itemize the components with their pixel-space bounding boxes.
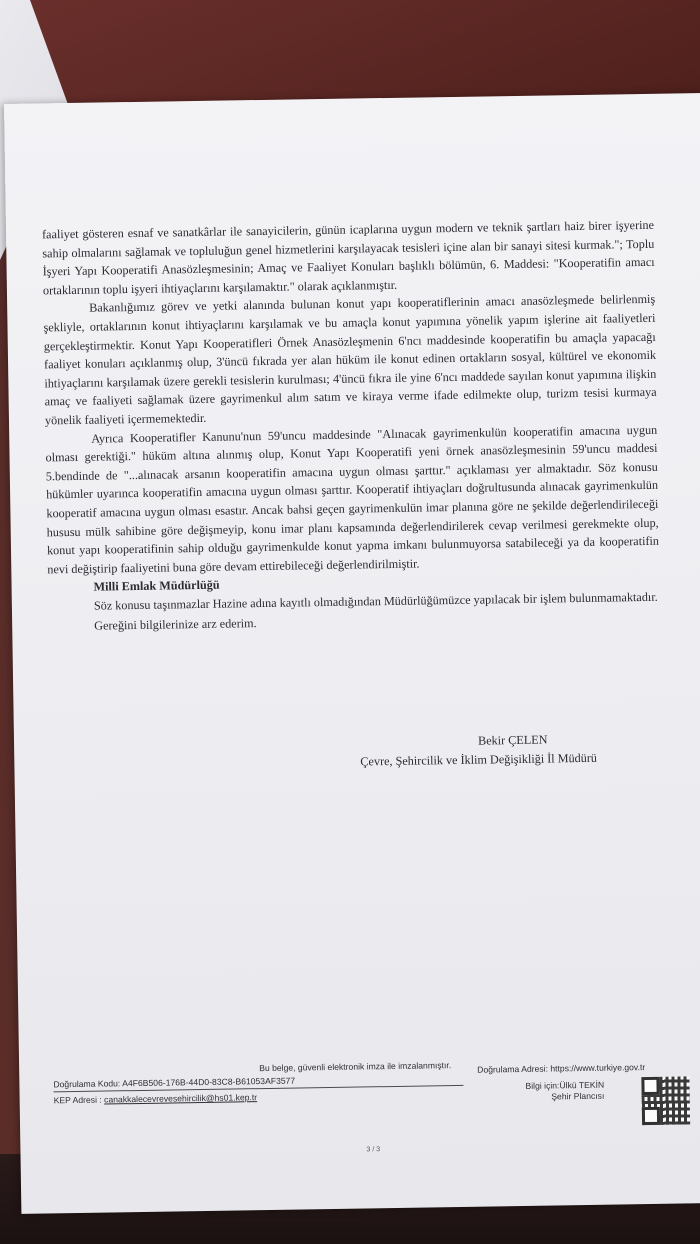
- document-page: [4, 93, 700, 1214]
- verification-address-link[interactable]: https://www.turkiye.gov.tr: [550, 1062, 646, 1074]
- info-label: Bilgi için:: [525, 1080, 560, 1091]
- verification-code-value: A4F6B506-176B-44D0-83C8-B61053AF3577: [122, 1075, 296, 1089]
- e-signature-note: Bu belge, güvenli elektronik imza ile imzalanmıştır.: [259, 1060, 452, 1074]
- signer-name: Bekir ÇELEN: [477, 732, 548, 748]
- verification-code-label: Doğrulama Kodu:: [53, 1078, 121, 1090]
- paragraph-2: Bakanlığımız görev ve yetki alanında bulunan konut yapı kooperatiflerinin amacı anasözleşmede belirlenmiş şekliyle, ortaklarının konut ihtiyaçlarını karşılamak ve bu amaçla konut yapımına yönelik yapım işlerine ait faaliyetleri gerçekleştirmektir. Konut Yapı Kooperatifleri Örnek Anasözleşmenin 6'ncı maddesinde kooperatifin bu amaçla yapacağı faaliyet konuları açıklanmış olup, 3'üncü fıkrada yer alan hüküm ile konut edinen ortakların sosyal, kültürel ve ekonomik ihtiyaçlarını karşılamak üzere gerekli tesislerin kurulması; 4'üncü fıkra ile yine 6'ncı maddede sayılan konut yapımına ilişkin amaç ve faaliyeti sağlamak üzere gayrimenkul alım satım ve kiraya verme ifade edilmekte olup, turizm tesisi kurmaya yönelik faaliyeti içermemektedir.: [43, 292, 657, 428]
- paragraph-4: Söz konusu taşınmazlar Hazine adına kayıtlı olmadığından Müdürlüğümüzce yapılacak bir işlem bulunmamaktadır.: [93, 589, 658, 613]
- paragraph-3: Ayrıca Kooperatifler Kanunu'nun 59'uncu maddesinde "Alınacak gayrimenkulün kooperatifin amacına uygun olması gerektiği." hüküm altına alınmış olup, Konut Yapı Kooperatifi yeni örnek anasözleşmesinin 59'uncu maddesi 5.bendinde de "...alınacak arsanın kooperatifin amacına uygun olması şarttır." açıklaması yer almaktadır. Söz konusu hükümler uyarınca kooperatifin amacına uygun olması şarttır. Kooperatif ihtiyaçları doğrultusunda alınacak gayrimenkulün kooperatif amacına uygun olması esastır. Ancak bahsi geçen gayrimenkulün imar planına göre ne şekilde değerlendirileceği hususu mülk sahibine göre değişmeyip, konu imar planı kapsamında değerlendirilerek cevap verilmesi gerekmekte olup, konut yapı kooperatifinin sahip olduğu gayrimenkulde konut yapma imkanı bulunmuyorsa satabileceği ya da kooperatifin nevi değiştirip faaliyetini buna göre devam ettirebileceği değerlendirilmiştir.: [45, 422, 660, 577]
- signer-title: Çevre, Şehircilik ve İklim Değişikliği İl Müdürü: [360, 750, 598, 769]
- contact-info: [525, 1080, 604, 1103]
- qr-code-icon[interactable]: [641, 1076, 690, 1125]
- info-name: Ülkü TEKİN: [559, 1079, 605, 1091]
- document-body: [42, 216, 660, 637]
- document-footer: [49, 1056, 690, 1156]
- kep-address-link[interactable]: canakkalecevrevesehircilik@hs01.kep.tr: [104, 1092, 258, 1105]
- kep-address: [54, 1092, 258, 1105]
- page-number: 3 / 3: [366, 1146, 381, 1154]
- kep-label: KEP Adresi :: [53, 1094, 102, 1106]
- section-heading: Milli Emlak Müdürlüğü: [93, 577, 220, 594]
- verification-address: [477, 1062, 645, 1075]
- verification-address-label: Doğrulama Adresi:: [477, 1063, 548, 1075]
- info-title: Şehir Plancısı: [551, 1090, 605, 1102]
- paragraph-1: faaliyet gösteren esnaf ve sanatkârlar ile sanayicilerin, günün icaplarına uygun modern ve teknik şartları haiz birer işyerine sahip olmalarını sağlamak ve topluluğun genel hizmetlerini karşılayacak tesisleri içine alan bir sanayi sitesi kurmak."; Toplu İşyeri Yapı Kooperatifi Anasözleşmesinin; Amaç ve Faaliyet Konuları başlıklı bölümün, 6. Maddesi: "Kooperatifin amacı ortaklarının toplu işyeri ihtiyaçlarını karşılamaktır." olarak açıklanmıştır.: [41, 217, 655, 298]
- closing-sentence: Gereğini bilgilerinize arz ederim.: [94, 616, 257, 634]
- signature-block: [360, 729, 661, 772]
